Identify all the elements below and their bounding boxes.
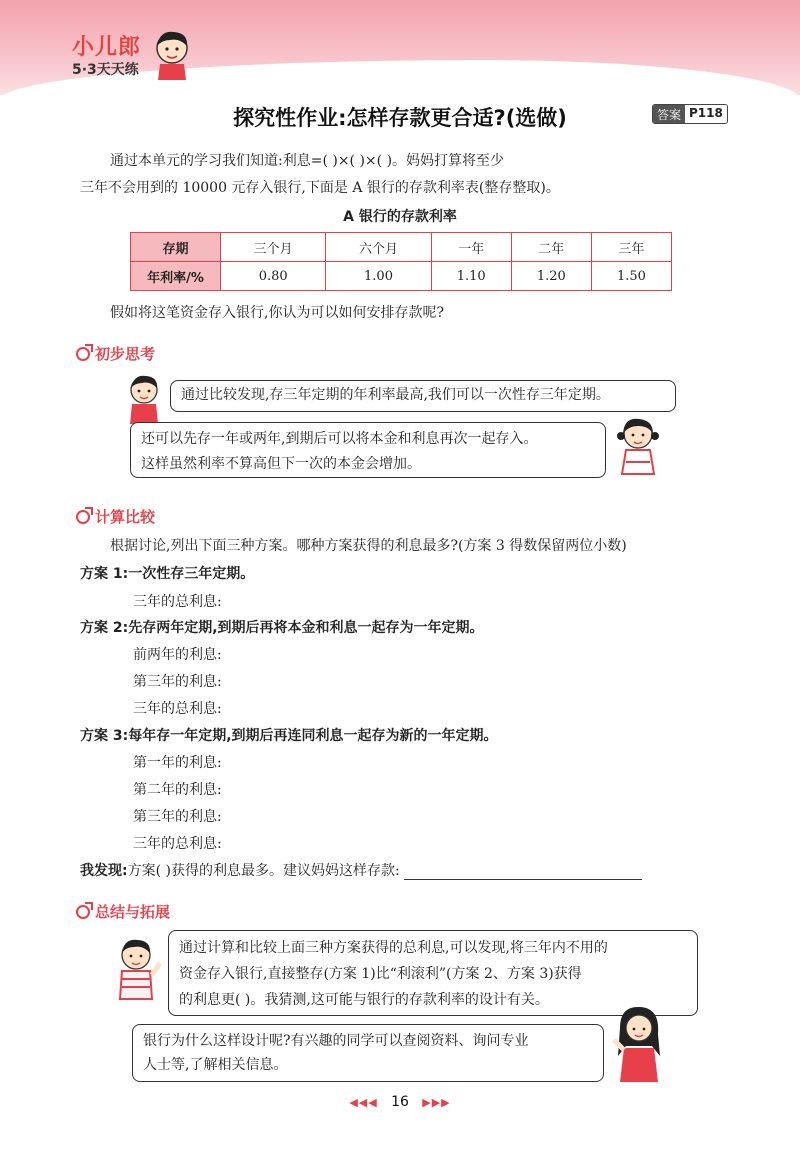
rate-cell: 0.80 xyxy=(221,262,326,291)
plan-2-item: 第三年的利息: xyxy=(133,674,222,690)
section-heading-text: 总结与拓展 xyxy=(95,903,171,921)
speech-bubble-boy: 通过比较发现,存三年定期的年利率最高,我们可以一次性存三年定期。 xyxy=(170,380,676,412)
intro-line-1: 通过本单元的学习我们知道:利息=( )×( )×( )。妈妈打算将至少 xyxy=(110,153,505,169)
plan-2-item: 前两年的利息: xyxy=(133,647,222,663)
table-row-rates xyxy=(131,262,672,291)
brand-series: 5·3天天练 xyxy=(72,62,139,78)
rate-cell: 1.00 xyxy=(326,262,431,291)
table-row-terms xyxy=(131,233,672,262)
brand-logo xyxy=(72,30,141,79)
section-heading-think xyxy=(76,343,155,364)
rate-table-title: A 银行的存款利率 xyxy=(343,209,457,225)
girl-icon xyxy=(612,414,664,480)
rate-table xyxy=(130,232,672,291)
speech-bubble-girl-summary xyxy=(132,1024,604,1082)
term-cell: 二年 xyxy=(511,233,591,262)
finding-label: 我发现: xyxy=(80,863,128,879)
section-bullet-icon xyxy=(76,510,90,524)
compare-prompt: 根据讨论,列出下面三种方案。哪种方案获得的利息最多?(方案 3 得数保留两位小数) xyxy=(110,538,627,554)
answer-page: P118 xyxy=(689,106,723,120)
term-cell: 六个月 xyxy=(326,233,431,262)
bubble-line: 银行为什么这样设计呢?有兴趣的同学可以查阅资料、询问专业 xyxy=(143,1033,529,1049)
section-heading-summary xyxy=(76,901,170,922)
prev-arrows-icon: ◀◀◀ xyxy=(349,1096,378,1109)
finding-text: 方案( )获得的利息最多。建议妈妈这样存款: xyxy=(127,863,400,879)
girl-icon xyxy=(610,1004,668,1084)
rate-cell: 1.10 xyxy=(431,262,511,291)
plan-3-item: 第二年的利息: xyxy=(133,782,222,798)
term-cell: 三年 xyxy=(591,233,671,262)
section-bullet-icon xyxy=(76,905,90,919)
term-cell: 三个月 xyxy=(221,233,326,262)
bubble-line: 通过计算和比较上面三种方案获得的总利息,可以发现,将三年内不用的 xyxy=(179,940,608,956)
plan-3-item: 第三年的利息: xyxy=(133,809,222,825)
brand-mascot-icon xyxy=(150,28,194,80)
page-footer xyxy=(0,1094,800,1110)
section-heading-text: 计算比较 xyxy=(95,508,156,526)
plan-3-item: 第一年的利息: xyxy=(133,755,222,771)
rate-cell: 1.20 xyxy=(511,262,591,291)
plan-3-title: 方案 3:每年存一年定期,到期后再连同利息一起存为新的一年定期。 xyxy=(80,728,498,744)
page-number: 16 xyxy=(391,1094,409,1110)
term-cell: 一年 xyxy=(431,233,511,262)
rate-cell: 1.50 xyxy=(591,262,671,291)
suggestion-answer-line[interactable] xyxy=(404,864,642,880)
finding-row xyxy=(80,860,642,880)
brand-name: 小儿郎 xyxy=(72,35,142,60)
plan-2-item: 三年的总利息: xyxy=(133,701,222,717)
boy-icon xyxy=(112,935,164,1003)
section-heading-text: 初步思考 xyxy=(95,345,156,363)
section-heading-compare xyxy=(76,506,155,527)
boy-icon xyxy=(122,372,166,424)
answer-label: 答案 xyxy=(653,105,685,123)
bubble-line: 资金存入银行,直接整存(方案 1)比“利滚利”(方案 2、方案 3)获得 xyxy=(179,966,582,982)
answer-reference[interactable] xyxy=(652,104,728,124)
page-title: 探究性作业:怎样存款更合适?(选做) xyxy=(233,106,567,130)
bubble-line: 这样虽然利率不算高但下一次的本金会增加。 xyxy=(141,456,421,472)
row-header-rate: 年利率/% xyxy=(131,262,221,291)
row-header-term: 存期 xyxy=(131,233,221,262)
plan-3-item: 三年的总利息: xyxy=(133,836,222,852)
plan-2-title: 方案 2:先存两年定期,到期后再将本金和利息一起存为一年定期。 xyxy=(80,620,484,636)
plan-1-item: 三年的总利息: xyxy=(133,594,222,610)
bubble-line: 人士等,了解相关信息。 xyxy=(143,1057,288,1073)
speech-bubble-girl xyxy=(130,422,606,478)
intro-line-2: 三年不会用到的 10000 元存入银行,下面是 A 银行的存款利率表(整存整取)。 xyxy=(80,180,560,196)
next-arrows-icon: ▶▶▶ xyxy=(422,1096,451,1109)
section-bullet-icon xyxy=(76,347,90,361)
plan-1-title: 方案 1:一次性存三年定期。 xyxy=(80,566,255,582)
bubble-line: 还可以先存一年或两年,到期后可以将本金和利息再次一起存入。 xyxy=(141,431,538,447)
question-text: 假如将这笔资金存入银行,你认为可以如何安排存款呢? xyxy=(110,305,444,321)
bubble-line: 的利息更( )。我猜测,这可能与银行的存款利率的设计有关。 xyxy=(179,992,549,1008)
